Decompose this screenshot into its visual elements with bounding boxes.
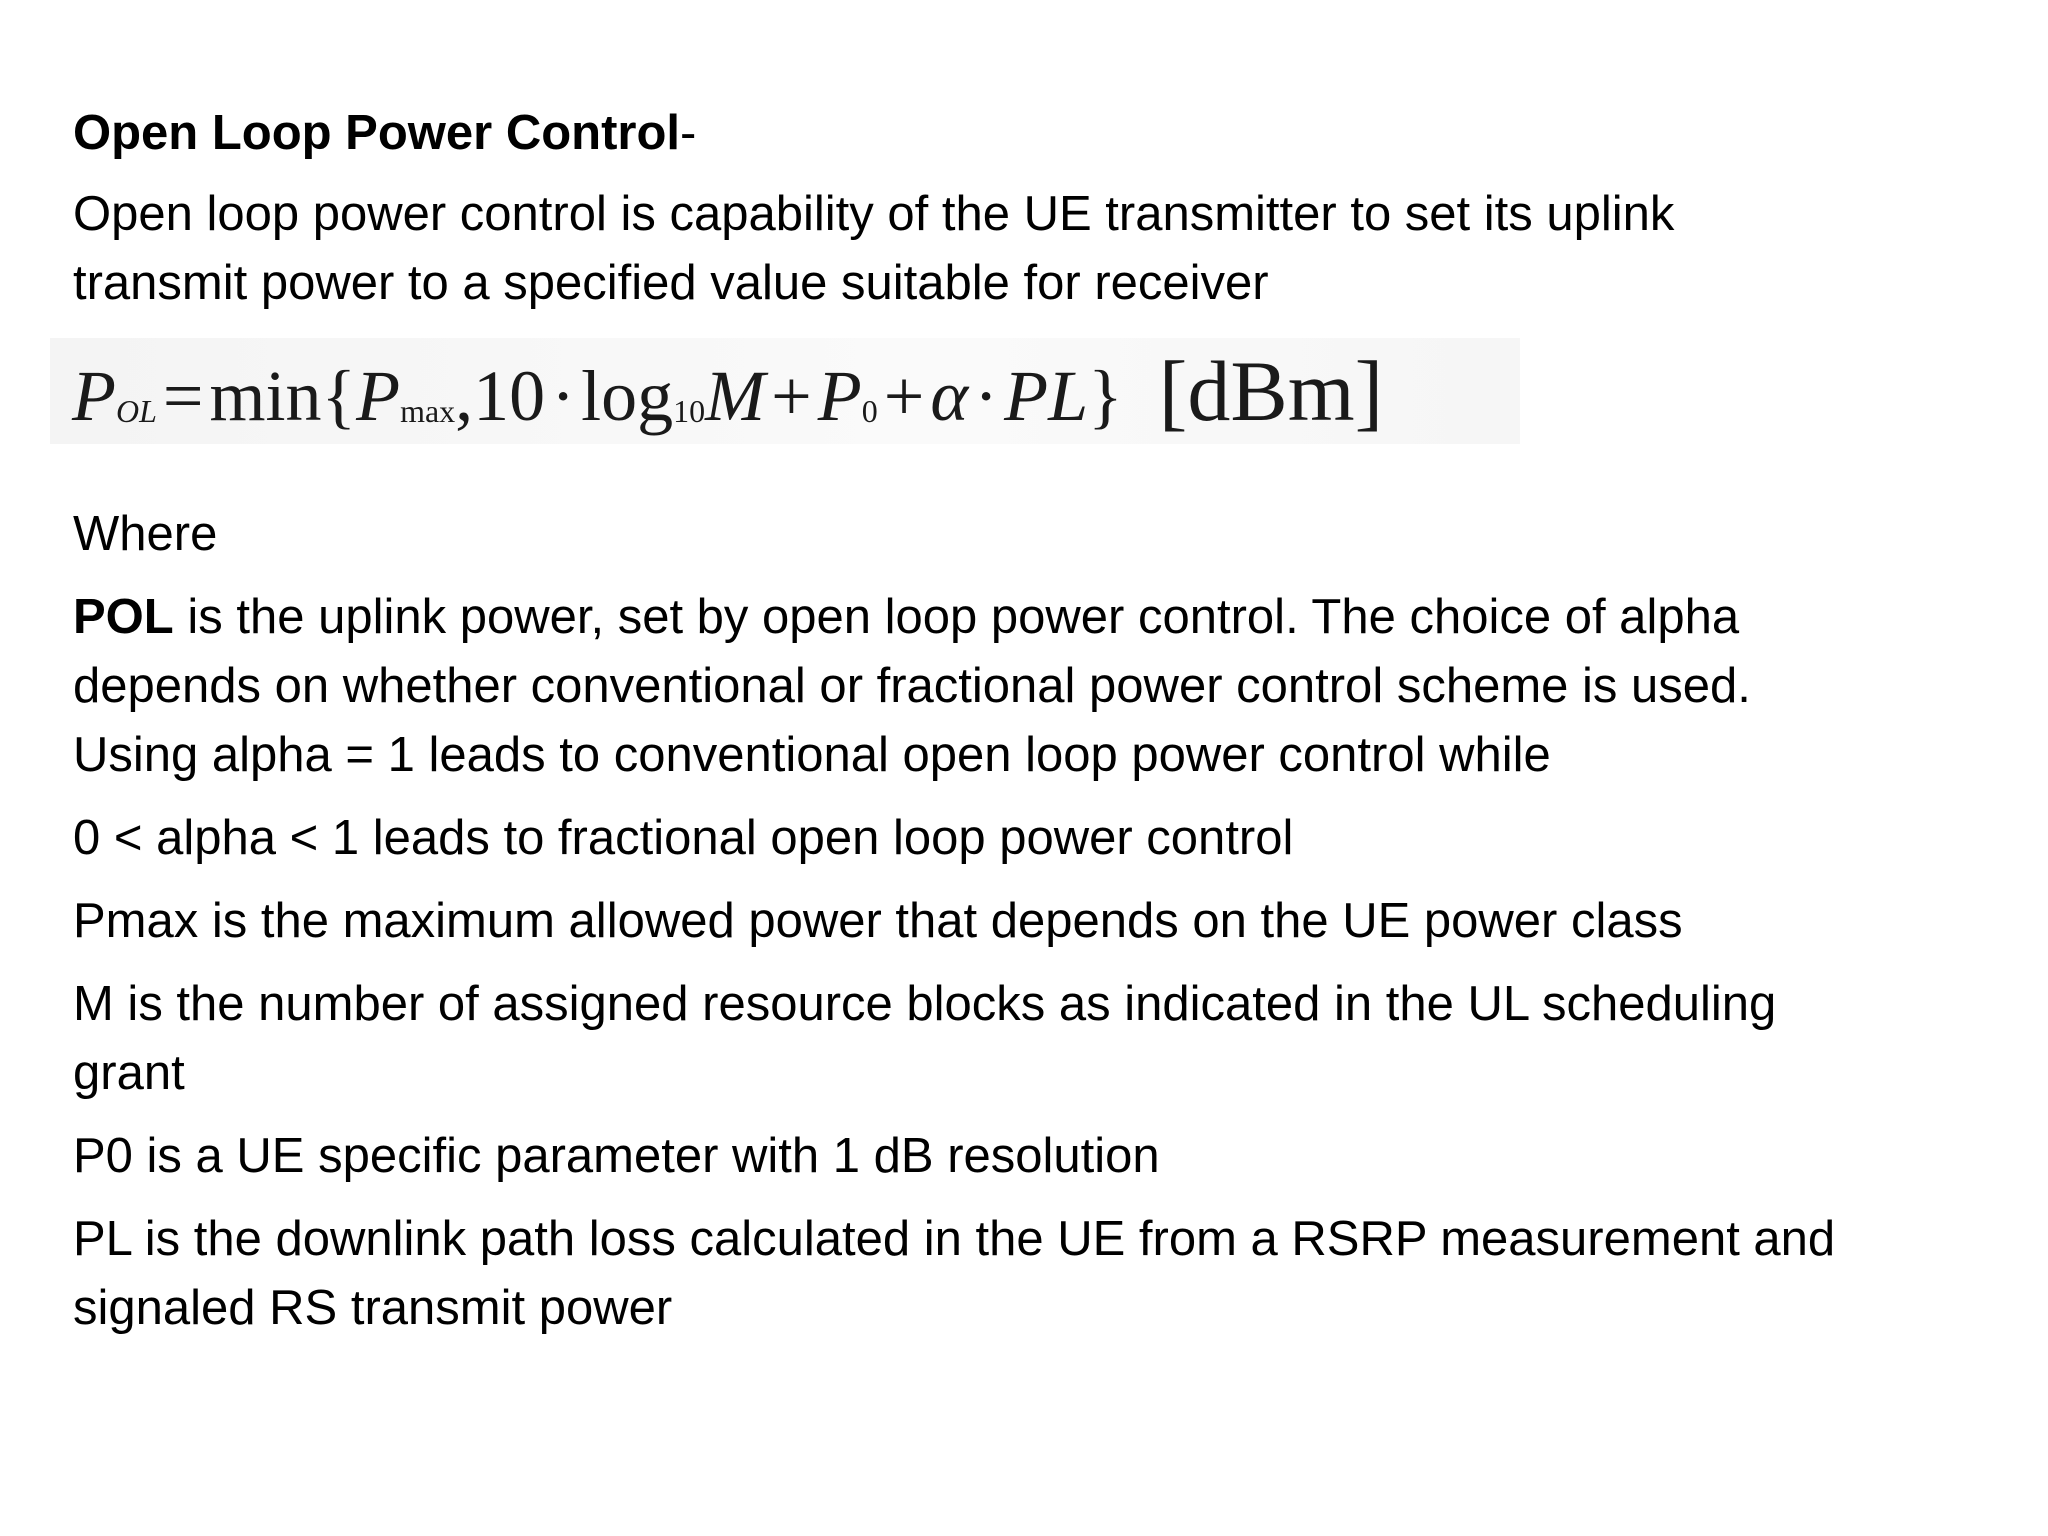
formula-p0-sub: 0 (861, 393, 878, 429)
intro-line-2: transmit power to a specified value suitable for receiver (73, 256, 1269, 310)
formula-p0-var: P (817, 356, 862, 436)
formula-pmax-var: P (356, 356, 401, 436)
pl-line-2: signaled RS transmit power (73, 1281, 673, 1335)
formula-m-var: M (705, 356, 766, 436)
formula-unit: [dBm] (1158, 343, 1384, 439)
formula-pl-var: PL (1004, 356, 1089, 436)
formula-lhs-sub: OL (115, 393, 157, 429)
pmax-line: Pmax is the maximum allowed power that depends on the UE power class (73, 894, 1683, 948)
slide-heading (73, 99, 696, 168)
pol-term: POL (73, 590, 174, 644)
formula-log-sub: 10 (673, 393, 706, 429)
power-formula (72, 338, 1383, 444)
formula-comma: , (455, 356, 474, 436)
pol-line-1 (73, 583, 1739, 652)
where-label: Where (73, 507, 218, 561)
pol-line-2: depends on whether conventional or fractional power control scheme is used. (73, 659, 1751, 713)
formula-rbrace: } (1088, 356, 1123, 436)
formula-lhs-var: P (72, 356, 116, 436)
formula-alpha: α (930, 356, 969, 436)
formula-plus-1: + (771, 356, 812, 436)
pol-line-1-text: is the uplink power, set by open loop power control. The choice of alpha (173, 590, 1740, 644)
heading-title: Open Loop Power Control (73, 106, 681, 160)
formula-image (50, 338, 1520, 444)
formula-plus-2: + (883, 356, 925, 436)
formula-dot-2: · (974, 356, 999, 436)
p0-line: P0 is a UE specific parameter with 1 dB resolution (73, 1129, 1160, 1183)
pl-line-1: PL is the downlink path loss calculated in the UE from a RSRP measurement and (73, 1212, 1836, 1266)
pol-line-3: Using alpha = 1 leads to conventional open loop power control while (73, 728, 1551, 782)
intro-line-1: Open loop power control is capability of the UE transmitter to set its uplink (73, 187, 1675, 241)
m-line-1: M is the number of assigned resource blocks as indicated in the UL scheduling (73, 977, 1777, 1031)
m-line-2: grant (73, 1046, 185, 1100)
heading-suffix: - (680, 106, 697, 160)
formula-pmax-sub: max (400, 393, 456, 429)
formula-min: min (209, 356, 322, 436)
alpha-fractional-line: 0 < alpha < 1 leads to fractional open loop power control (73, 811, 1294, 865)
formula-dot-1: · (551, 356, 576, 436)
formula-lbrace: { (321, 356, 357, 436)
formula-ten: 10 (473, 356, 546, 436)
formula-log: log (581, 356, 674, 436)
formula-equals: = (162, 356, 204, 436)
